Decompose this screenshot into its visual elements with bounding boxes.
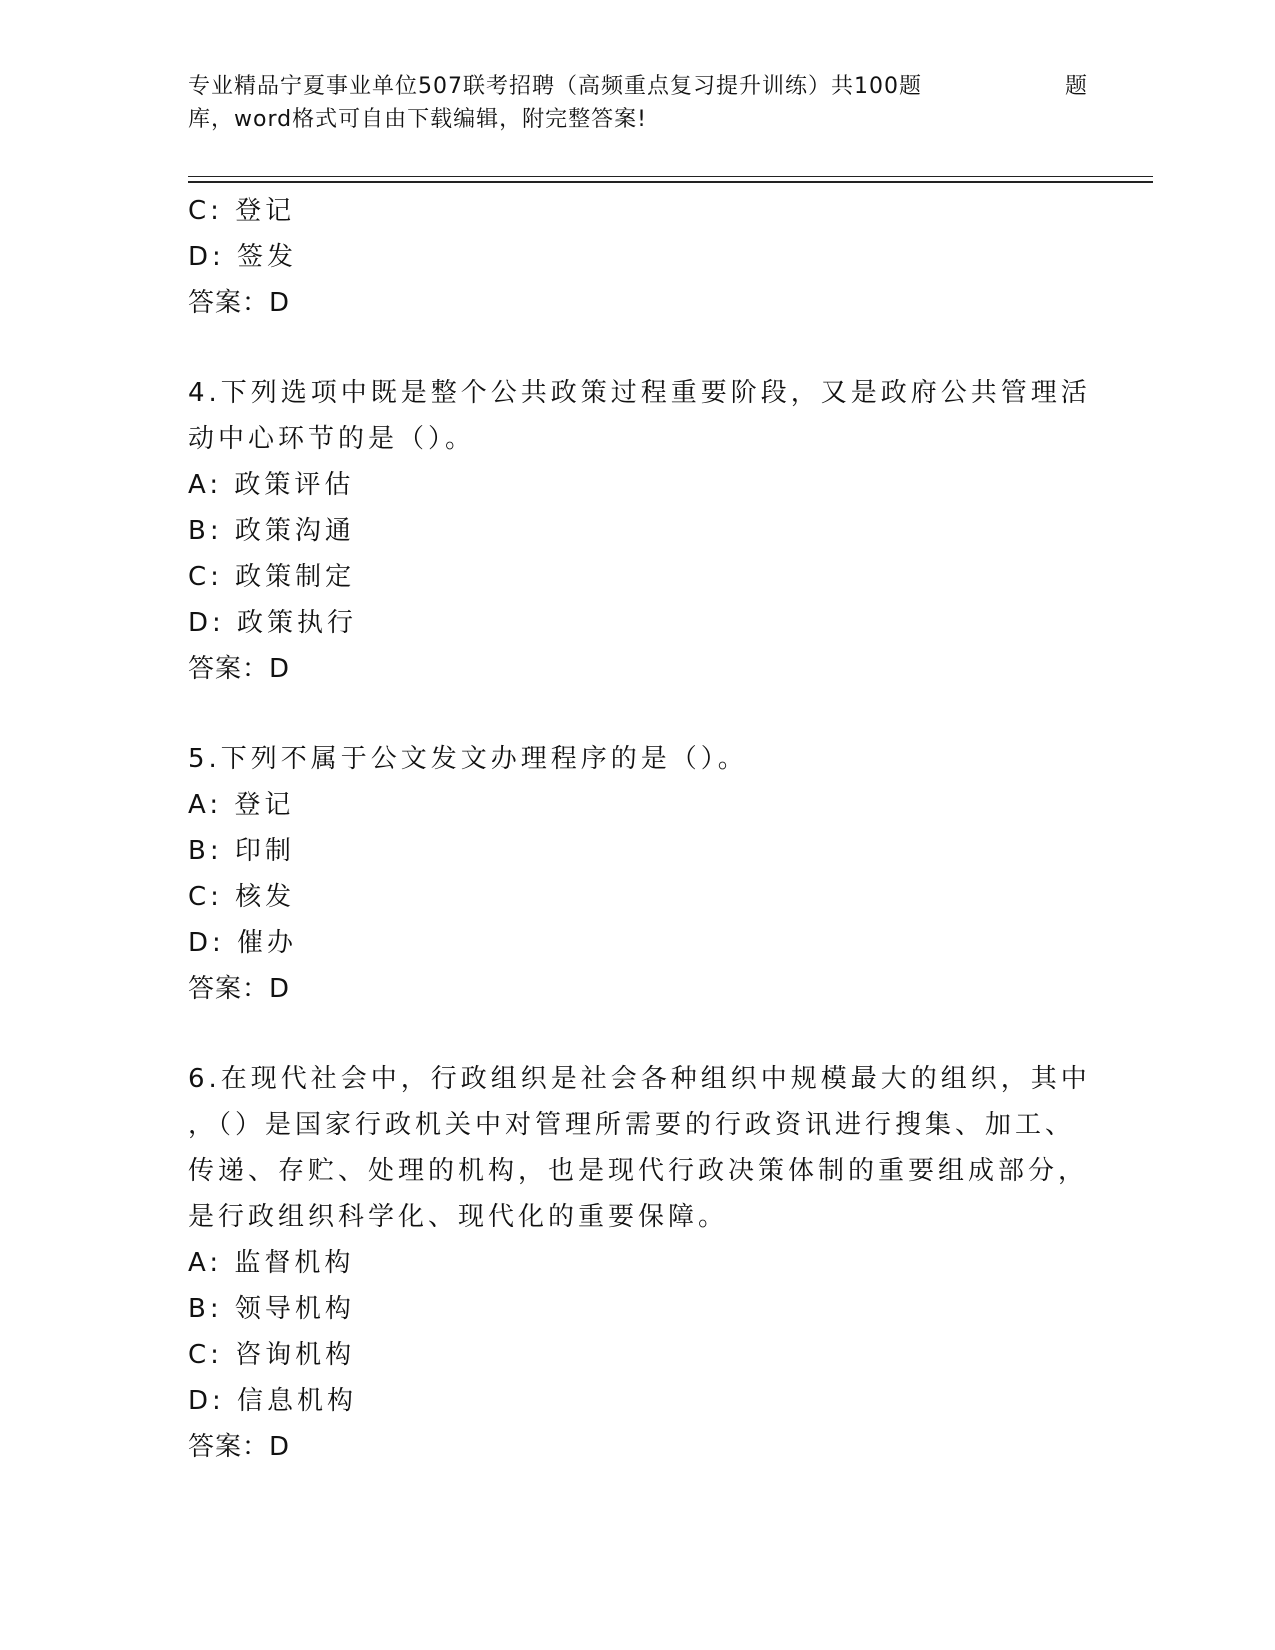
option-c: C: 咨询机构 — [188, 1340, 356, 1370]
option-a: A: 政策评估 — [188, 470, 355, 500]
header-divider-thick — [188, 181, 1153, 183]
option-d: D: 信息机构 — [188, 1386, 358, 1416]
header-line-1 — [188, 70, 1088, 103]
question-stem: 5.下列不属于公文发文办理程序的是（）。 — [188, 744, 748, 774]
question-stem: 传递、存贮、处理的机构，也是现代行政决策体制的重要组成部分， — [188, 1156, 1089, 1186]
question-stem: 6.在现代社会中，行政组织是社会各种组织中规模最大的组织，其中 — [188, 1064, 1091, 1094]
question-list — [188, 188, 1091, 1470]
option-d: D: 政策执行 — [188, 608, 358, 638]
option-b: B: 政策沟通 — [188, 516, 355, 546]
option-c: C: 登记 — [188, 196, 296, 226]
option-b: B: 印制 — [188, 836, 295, 866]
question-stem: 动中心环节的是（）。 — [188, 424, 476, 454]
question-5 — [188, 736, 1088, 1012]
header-divider-thin — [188, 176, 1153, 177]
option-a: A: 监督机构 — [188, 1248, 355, 1278]
option-c: C: 核发 — [188, 882, 296, 912]
question-stem: ，（）是国家行政机关中对管理所需要的行政资讯进行搜集、加工、 — [188, 1110, 1076, 1140]
option-b: B: 领导机构 — [188, 1294, 355, 1324]
answer-line: 答案：D — [188, 974, 291, 1004]
question-stem: 4.下列选项中既是整个公共政策过程重要阶段，又是政府公共管理活 — [188, 378, 1091, 408]
question-3 — [188, 188, 1088, 326]
question-stem: 是行政组织科学化、现代化的重要保障。 — [188, 1202, 729, 1232]
option-d: D: 签发 — [188, 242, 298, 272]
page-header — [188, 70, 1088, 136]
header-title-tail: 题 — [1064, 74, 1088, 99]
header-line-2: 库，word格式可自由下载编辑，附完整答案! — [188, 107, 647, 132]
question-4 — [188, 370, 1091, 692]
answer-line: 答案：D — [188, 1432, 291, 1462]
option-d: D: 催办 — [188, 928, 298, 958]
answer-line: 答案：D — [188, 654, 291, 684]
question-6 — [188, 1056, 1091, 1470]
header-title: 专业精品宁夏事业单位507联考招聘（高频重点复习提升训练）共100题 — [188, 74, 922, 99]
option-a: A: 登记 — [188, 790, 295, 820]
option-c: C: 政策制定 — [188, 562, 356, 592]
answer-line: 答案：D — [188, 288, 291, 318]
